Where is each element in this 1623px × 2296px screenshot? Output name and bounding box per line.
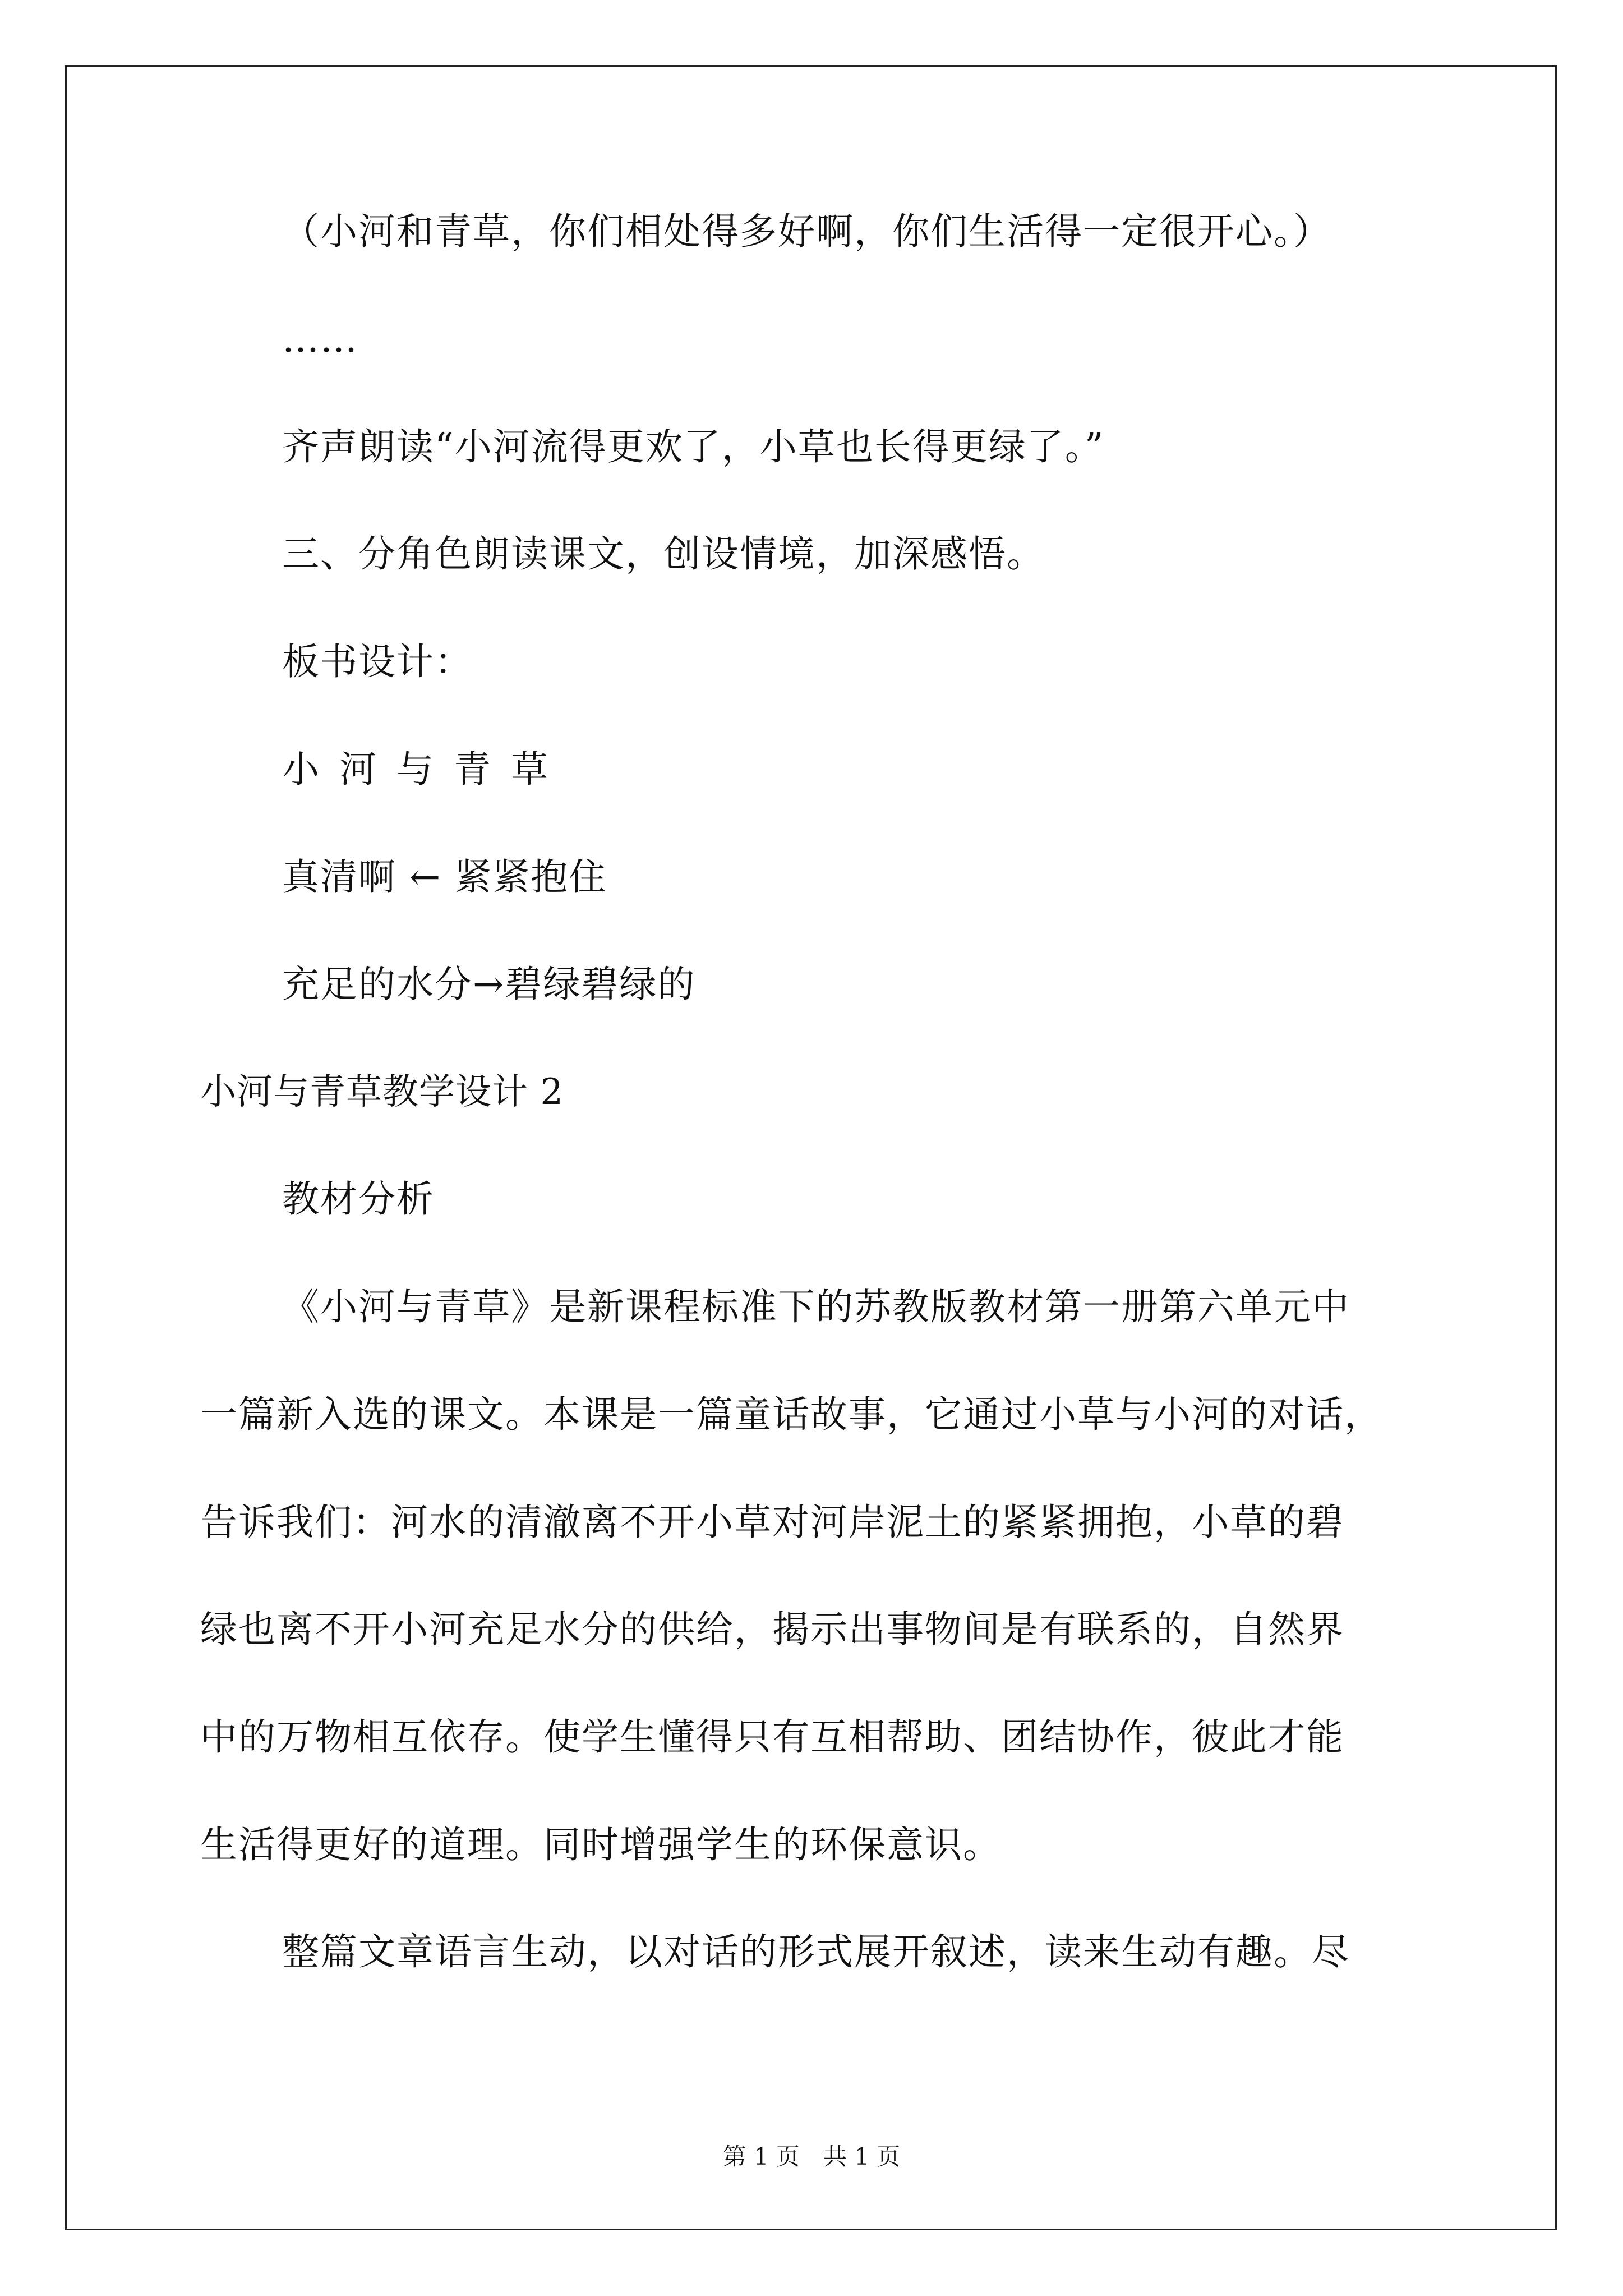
- paragraph-line: 生活得更好的道理。同时增强学生的环保意识。: [200, 1823, 1001, 1866]
- chorus-reading-line: 齐声朗读“小河流得更欢了，小草也长得更绿了。”: [282, 425, 1105, 468]
- paragraph-line: 整篇文章语言生动，以对话的形式展开叙述，读来生动有趣。尽: [282, 1930, 1350, 1973]
- subheading: 教材分析: [282, 1177, 435, 1221]
- board-line-1: 真清啊 ← 紧紧抱住: [282, 855, 607, 899]
- page-border: [65, 65, 1557, 2230]
- paragraph-line: 《小河与青草》是新课程标准下的苏教版教材第一册第六单元中: [282, 1285, 1350, 1328]
- board-title: 小河与青草: [282, 748, 568, 791]
- ellipsis-line: ……: [282, 318, 358, 361]
- paragraph-line: 一篇新入选的课文。本课是一篇童话故事，它通过小草与小河的对话，: [200, 1393, 1382, 1436]
- section-title: 小河与青草教学设计 2: [200, 1071, 564, 1113]
- page-footer: 第 1 页 共 1 页: [722, 2143, 901, 2170]
- paragraph-line: 绿也离不开小河充足水分的供给，揭示出事物间是有联系的，自然界: [200, 1608, 1344, 1651]
- dialogue-line: （小河和青草，你们相处得多好啊，你们生活得一定很开心。）: [282, 210, 1331, 253]
- board-line-2: 充足的水分→碧绿碧绿的: [282, 963, 696, 1006]
- step-three-line: 三、分角色朗读课文，创设情境，加深感悟。: [282, 532, 1045, 576]
- paragraph-line: 告诉我们：河水的清澈离不开小草对河岸泥土的紧紧拥抱，小草的碧: [200, 1501, 1344, 1544]
- board-design-label: 板书设计：: [282, 640, 473, 683]
- paragraph-line: 中的万物相互依存。使学生懂得只有互相帮助、团结协作，彼此才能: [200, 1715, 1344, 1759]
